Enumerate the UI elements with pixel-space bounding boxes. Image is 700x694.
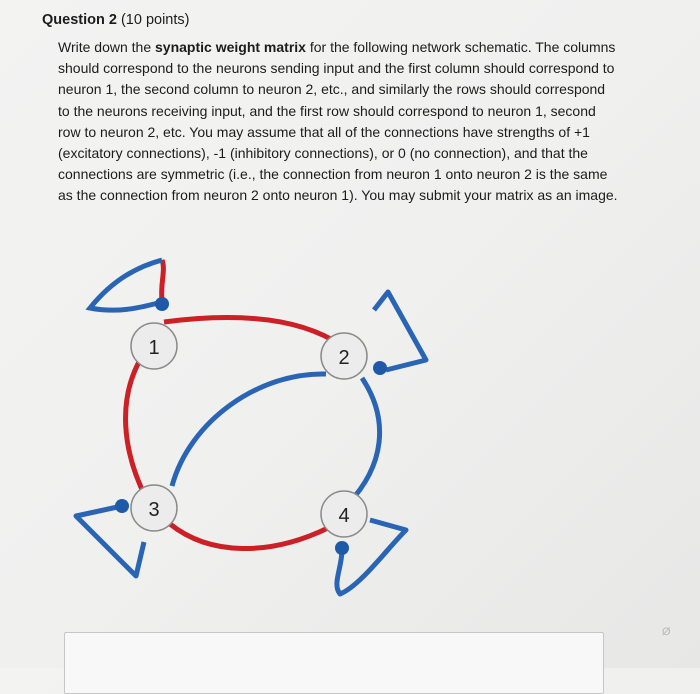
neuron-4-label: 4 xyxy=(338,505,350,527)
neuron-1-label: 1 xyxy=(148,337,160,359)
question-text xyxy=(58,37,618,207)
neuron-3-label: 3 xyxy=(148,499,160,521)
corner-mark: Ø xyxy=(662,626,671,638)
synapse-dot-3 xyxy=(115,499,129,513)
synapse-dot-1 xyxy=(155,297,169,311)
neuron-3 xyxy=(131,485,177,531)
synapse-dot-4 xyxy=(335,541,349,555)
neuron-4 xyxy=(321,491,367,537)
question-header xyxy=(42,12,189,28)
question-points: (10 points) xyxy=(120,12,190,28)
answer-upload-box[interactable] xyxy=(64,632,604,694)
self-loop-1-excitatory xyxy=(162,260,164,300)
neuron-2 xyxy=(321,333,367,379)
self-loop-2-inhibitory xyxy=(374,292,426,370)
network-schematic xyxy=(70,250,450,610)
edge-1-2-excitatory xyxy=(164,317,342,346)
synapse-dot-2 xyxy=(373,361,387,375)
neuron-2-label: 2 xyxy=(338,347,350,369)
question-text-before: Write down the xyxy=(58,39,156,55)
question-text-after: for the following network schematic. The columns should correspond to the neurons sending input and the first column should correspond to neuron 1, the second column to neuron 2, etc., and similarly the rows should correspond to the neurons receiving input, and the first row should correspond to neuron 1, second row to neuron 2, etc. You may assume that all of the connections have strengths of +1 (excitatory connections), -1 (inhibitory connections), or 0 (no connection), and that the connections are symmetric (i.e., the connection from neuron 1 onto neuron 2 is the same as the connection from neuron 2 onto neuron 1). You may submit your matrix as an image. xyxy=(58,39,618,204)
edge-2-4-inhibitory xyxy=(348,378,380,504)
self-loop-1-inhibitory xyxy=(90,260,162,310)
question-title: Question 2 xyxy=(42,12,117,28)
neuron-1 xyxy=(131,323,177,369)
question-text-bold: synaptic weight matrix xyxy=(155,39,306,55)
edge-3-4-excitatory xyxy=(170,524,328,549)
edge-2-3-inhibitory xyxy=(172,374,326,486)
edge-1-3-excitatory xyxy=(126,360,146,498)
